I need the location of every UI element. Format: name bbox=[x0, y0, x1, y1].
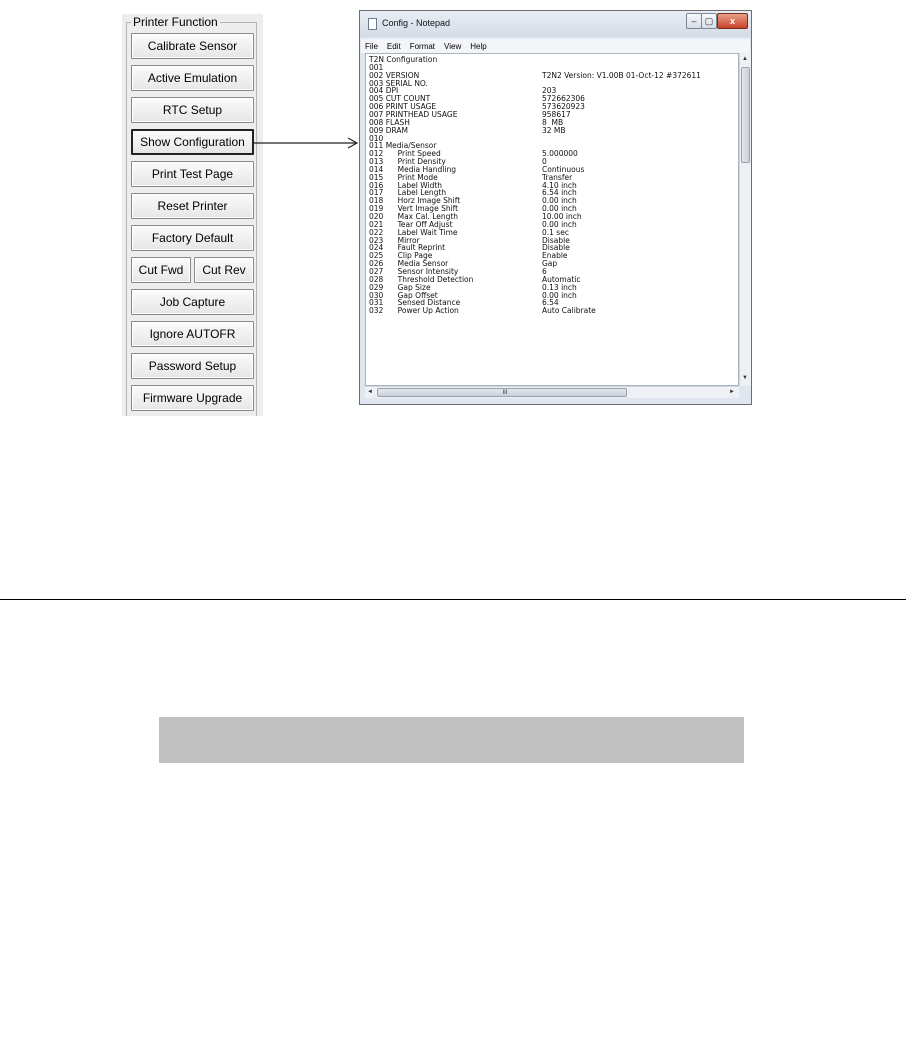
config-line-value: Transfer bbox=[542, 172, 573, 182]
config-line-value: 6.54 bbox=[542, 298, 559, 308]
config-line-value: 958617 bbox=[542, 109, 571, 119]
config-line-value: 0.00 inch bbox=[542, 204, 577, 214]
config-line-value: 0.00 inch bbox=[542, 219, 577, 229]
config-line-label: 015 Print Mode bbox=[369, 172, 438, 182]
cut-fwd-button[interactable]: Cut Fwd bbox=[131, 257, 191, 283]
config-line-label: 011 Media/Sensor bbox=[369, 141, 437, 151]
minimize-icon[interactable]: – bbox=[686, 13, 702, 29]
password-setup-button[interactable]: Password Setup bbox=[131, 353, 254, 379]
arrow-to-notepad bbox=[252, 136, 362, 150]
firmware-upgrade-button[interactable]: Firmware Upgrade bbox=[131, 385, 254, 411]
config-line-value: 10.00 inch bbox=[542, 212, 582, 221]
config-line-label: 032 Power Up Action bbox=[369, 306, 459, 316]
config-line-value: 573620923 bbox=[542, 102, 585, 112]
config-line-label: 010 bbox=[369, 133, 384, 143]
cut-rev-button[interactable]: Cut Rev bbox=[194, 257, 254, 283]
config-line-value: 6.54 inch bbox=[542, 188, 577, 198]
config-line-value: 4.10 inch bbox=[542, 180, 577, 190]
config-line-label: 001 bbox=[369, 62, 384, 72]
close-icon[interactable]: x bbox=[717, 13, 748, 29]
vertical-scrollbar[interactable] bbox=[739, 53, 751, 386]
config-line-label: 026 Media Sensor bbox=[369, 259, 449, 269]
config-line-label: 016 Label Width bbox=[369, 180, 443, 190]
config-line-value: 0.00 inch bbox=[542, 196, 577, 206]
config-line-label: 020 Max Cal. Length bbox=[369, 212, 459, 221]
config-line-value: Disable bbox=[542, 235, 570, 245]
horizontal-scroll-thumb[interactable] bbox=[377, 388, 627, 397]
config-line-label: 013 Print Density bbox=[369, 157, 446, 167]
config-line-value: Auto Calibrate bbox=[542, 306, 596, 316]
reset-printer-button[interactable]: Reset Printer bbox=[131, 193, 254, 219]
config-line-label: 018 Horz Image Shift bbox=[369, 196, 461, 206]
config-line-value: Automatic bbox=[542, 274, 581, 284]
config-line-value: 0.1 sec bbox=[542, 227, 569, 237]
menu-view[interactable]: View bbox=[444, 41, 462, 51]
config-line-value: T2N2 Version: V1.00B 01-Oct-12 #372611 bbox=[542, 70, 701, 80]
config-line-value: Gap bbox=[542, 259, 558, 269]
scroll-up-icon[interactable]: ▲ bbox=[742, 56, 748, 62]
job-capture-button[interactable]: Job Capture bbox=[131, 289, 254, 315]
config-line-label: 031 Sensed Distance bbox=[369, 298, 461, 308]
config-line-label: 006 PRINT USAGE bbox=[369, 102, 437, 112]
scroll-left-icon[interactable]: ◄ bbox=[367, 389, 373, 395]
config-line-label: 023 Mirror bbox=[369, 235, 420, 245]
config-line-label: 004 DPI bbox=[369, 86, 399, 96]
notepad-titlebar[interactable] bbox=[360, 11, 751, 37]
vertical-scroll-thumb[interactable] bbox=[741, 67, 750, 163]
config-line-label: 002 VERSION bbox=[369, 70, 420, 80]
config-line-label: 028 Threshold Detection bbox=[369, 274, 474, 284]
config-line-value: 0.00 inch bbox=[542, 290, 577, 300]
notepad-title: Config - Notepad bbox=[382, 18, 451, 28]
menu-file[interactable]: File bbox=[365, 41, 378, 51]
config-line-label: 021 Tear Off Adjust bbox=[369, 219, 453, 229]
config-line-label: 019 Vert Image Shift bbox=[369, 204, 459, 214]
config-line-label: 003 SERIAL NO. bbox=[369, 78, 428, 88]
config-line-value: 6 bbox=[542, 266, 547, 276]
config-line-label: 022 Label Wait Time bbox=[369, 227, 458, 237]
notepad-window bbox=[359, 10, 752, 405]
config-line-label: 025 Clip Page bbox=[369, 251, 433, 261]
config-line-label: 009 DRAM bbox=[369, 125, 408, 135]
config-line-label: T2N Configuration bbox=[369, 55, 438, 64]
printer-function-panel bbox=[122, 14, 263, 416]
config-line-label: 007 PRINTHEAD USAGE bbox=[369, 109, 458, 119]
horizontal-rule bbox=[0, 599, 906, 600]
scroll-down-icon[interactable]: ▼ bbox=[742, 375, 748, 381]
ignore-autofr-button[interactable]: Ignore AUTOFR bbox=[131, 321, 254, 347]
config-line-value: 0 bbox=[542, 157, 547, 167]
shaded-box bbox=[159, 717, 744, 763]
config-line-value: 32 MB bbox=[542, 125, 566, 135]
notepad-menubar bbox=[361, 39, 750, 53]
notepad-icon bbox=[368, 18, 377, 30]
menu-edit[interactable]: Edit bbox=[386, 41, 401, 51]
config-line-label: 005 CUT COUNT bbox=[369, 94, 431, 104]
rtc-setup-button[interactable]: RTC Setup bbox=[131, 97, 254, 123]
config-line-label: 030 Gap Offset bbox=[369, 290, 438, 300]
config-line-label: 008 FLASH bbox=[369, 117, 410, 127]
notepad-text-area[interactable] bbox=[365, 53, 739, 386]
active-emulation-button[interactable]: Active Emulation bbox=[131, 65, 254, 91]
config-line-value: Disable bbox=[542, 243, 570, 253]
config-line-value: 0.13 inch bbox=[542, 282, 577, 292]
config-line-label: 024 Fault Reprint bbox=[369, 243, 446, 253]
factory-default-button[interactable]: Factory Default bbox=[131, 225, 254, 251]
config-line-value: 5.000000 bbox=[542, 149, 578, 159]
scroll-right-icon[interactable]: ► bbox=[729, 389, 735, 395]
config-line-label: 029 Gap Size bbox=[369, 282, 431, 292]
menu-help[interactable]: Help bbox=[470, 41, 487, 51]
horizontal-scrollbar[interactable] bbox=[365, 386, 739, 398]
config-line-value: 203 bbox=[542, 86, 557, 96]
maximize-icon[interactable]: ▢ bbox=[701, 13, 717, 29]
config-line-value: 572662306 bbox=[542, 94, 585, 104]
config-line-value: Enable bbox=[542, 251, 568, 261]
config-line-label: 012 Print Speed bbox=[369, 149, 441, 159]
config-line-label: 017 Label Length bbox=[369, 188, 447, 198]
config-line-value: Continuous bbox=[542, 164, 585, 174]
config-line-value: 8 MB bbox=[542, 117, 564, 127]
show-configuration-button[interactable]: Show Configuration bbox=[131, 129, 254, 155]
config-line-label: 027 Sensor Intensity bbox=[369, 266, 459, 276]
config-line-label: 014 Media Handling bbox=[369, 164, 456, 174]
print-test-page-button[interactable]: Print Test Page bbox=[131, 161, 254, 187]
calibrate-sensor-button[interactable]: Calibrate Sensor bbox=[131, 33, 254, 59]
menu-format[interactable]: Format bbox=[409, 41, 436, 51]
scroll-grip-icon: III bbox=[502, 390, 508, 396]
printer-function-title: Printer Function bbox=[133, 15, 218, 29]
